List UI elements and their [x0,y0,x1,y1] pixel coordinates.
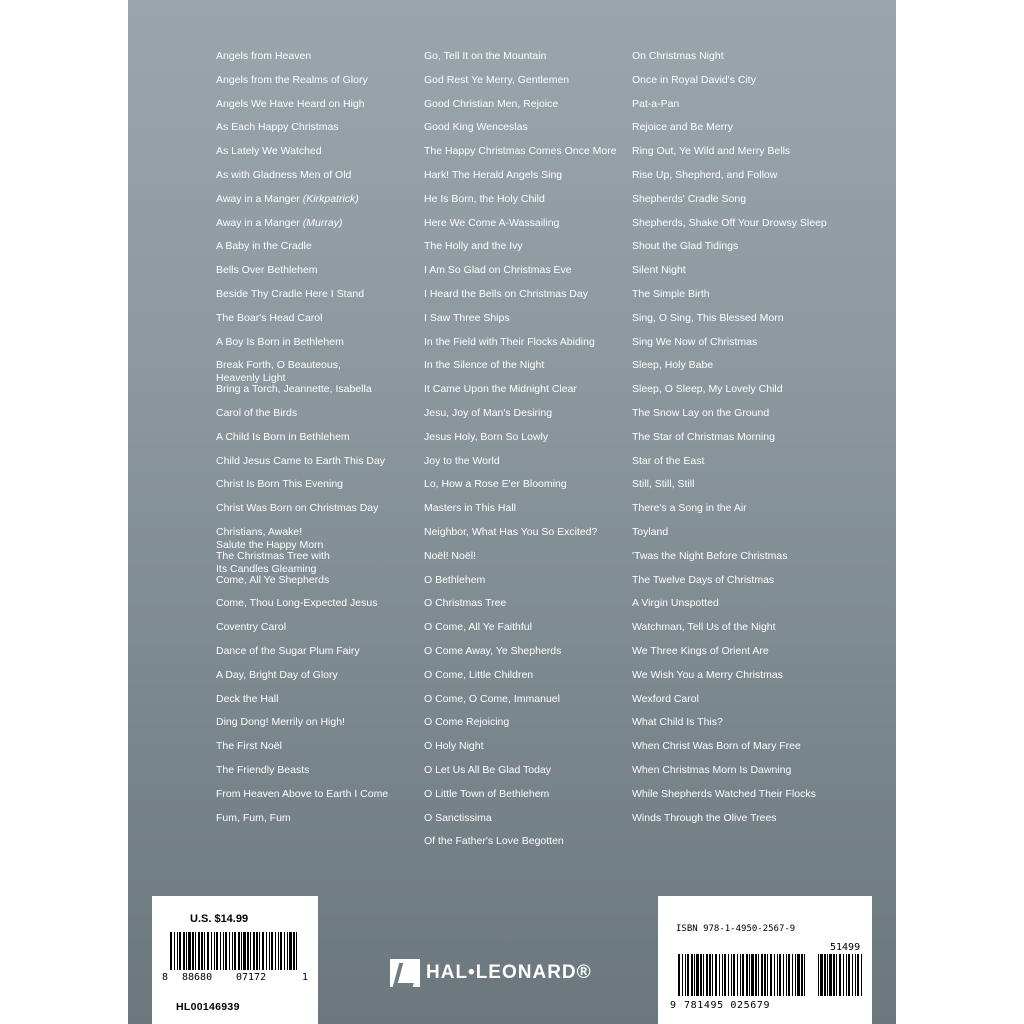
song-title [216,240,312,253]
song-title-text: Child Jesus Came to Earth This Day [216,454,386,467]
song-title-text: Deck the Hall [216,692,279,705]
song-arranger-note: (Kirkpatrick) [302,192,359,205]
song-title [632,359,713,372]
song-title [216,526,323,552]
song-title [632,621,776,634]
song-title-text: Noël! Noël! [424,549,476,562]
song-title-text: Christ Was Born on Christmas Day [216,502,379,515]
song-title [424,431,548,444]
song-title-text: We Three Kings of Orient Are [632,645,769,657]
song-title-text: From Heaven Above to Earth I Come [216,787,389,800]
song-title [216,431,350,444]
song-title-text: Shepherds, Shake Off Your Drowsy Sleep [632,216,827,229]
song-title [216,74,368,87]
song-title [632,764,791,777]
song-title-line2: Its Candles Gleaming [216,562,317,575]
song-title-text: O Come Away, Ye Shepherds [424,645,562,657]
song-title-text: Sleep, O Sleep, My Lovely Child [632,383,783,396]
song-title-text: Sing, O Sing, This Blessed Morn [632,311,784,324]
hal-leonard-logo [390,958,622,988]
song-title-text: 'Twas the Night Before Christmas [632,549,788,562]
upc-digits-group-1: 88680 [182,972,213,983]
song-title-text: Silent Night [632,264,686,277]
song-title [632,597,719,610]
song-title-text: O Come Rejoicing [424,716,510,729]
song-title [424,74,569,87]
song-title-text: Rejoice and Be Merry [632,121,733,134]
song-title [632,74,756,87]
song-title-text: When Christmas Morn Is Dawning [632,764,792,776]
song-title [216,193,359,206]
song-title-text: In the Field with Their Flocks Abiding [424,335,595,348]
song-title-text: Fum, Fum, Fum [216,811,291,824]
song-title [424,169,562,182]
song-title-text: When Christ Was Born of Mary Free [632,740,801,753]
song-title [424,288,588,301]
song-title-text: Sleep, Holy Babe [632,359,714,372]
upc-barcode [170,932,298,970]
song-title-text: O Bethlehem [424,573,486,586]
song-title [632,526,668,539]
song-title [216,764,309,777]
publisher-name: HAL•LEONARD® [426,962,592,983]
song-title-text: What Child Is This? [632,716,723,729]
song-title [632,336,757,349]
song-title-text: Wexford Carol [632,692,699,705]
song-title [216,455,385,468]
song-title [216,550,330,576]
song-title [424,597,506,610]
song-title [424,264,572,277]
song-title [216,121,339,134]
song-title-text: Bring a Torch, Jeannette, Isabella [216,383,372,396]
song-title [216,145,322,158]
song-title [424,669,533,682]
song-title-text: Jesu, Joy of Man's Desiring [424,407,553,419]
song-title-text: He Is Born, the Holy Child [424,192,545,205]
song-title-text: I Saw Three Ships [424,311,510,324]
song-arranger-note: (Murray) [302,216,343,229]
product-code: HL00146939 [176,1001,240,1013]
song-title-text: Carol of the Birds [216,407,298,419]
song-title-text: Masters in This Hall [424,502,516,515]
song-title [216,50,311,63]
song-title [424,835,564,848]
song-title [632,669,783,682]
addon-barcode [818,954,864,996]
upc-digits-group-2: 07172 [236,972,267,983]
song-title [424,407,552,420]
song-title [632,169,777,182]
song-title [424,455,500,468]
song-title [632,693,699,706]
song-title [424,359,544,372]
song-title [424,526,597,539]
song-title [216,693,278,706]
song-title [424,478,567,491]
song-title [632,383,783,396]
song-title-text: O Come, All Ye Faithful [424,621,532,634]
song-title-text: Good King Wenceslas [424,121,528,134]
song-title [424,550,476,563]
song-title [632,740,801,753]
addon-digits: 51499 [830,942,861,953]
song-title [632,478,694,491]
song-title [216,383,372,396]
song-title [216,788,388,801]
song-title [632,240,738,253]
song-title [216,288,364,301]
song-title-text: The Happy Christmas Comes Once More [424,145,617,158]
upc-digit-check: 1 [302,972,309,983]
song-title [632,407,769,420]
song-title-text: Jesus Holy, Born So Lowly [424,430,549,443]
song-title [424,621,532,634]
song-title-text: A Virgin Unspotted [632,597,719,610]
song-title [216,645,360,658]
song-title [424,716,509,729]
isbn-barcode [678,954,806,996]
song-title [424,502,516,515]
song-title [216,812,291,825]
song-title-text: Angels We Have Heard on High [216,97,365,110]
upc-digit-lead: 8 [162,972,169,983]
song-title [216,502,378,515]
song-title-text: Neighbor, What Has You So Excited? [424,526,598,538]
song-title [216,98,365,111]
song-title [424,121,528,134]
song-title-text: Break Forth, O Beauteous, [216,359,341,372]
song-title-text: Joy to the World [424,454,500,467]
song-title [424,336,595,349]
song-title-text: Christians, Awake! [216,526,303,538]
song-title-text: O Come, Little Children [424,668,534,681]
song-title [632,145,790,158]
song-title [216,407,297,420]
isbn-text: ISBN 978-1-4950-2567-9 [676,924,796,934]
song-title [424,193,545,206]
song-title-text: As Each Happy Christmas [216,121,339,134]
song-title [424,645,561,658]
song-title-text: Watchman, Tell Us of the Night [632,621,776,634]
song-title-text: Here We Come A-Wassailing [424,216,560,229]
song-title [632,193,746,206]
song-title [632,121,733,134]
song-title [216,716,345,729]
song-title [632,645,769,658]
song-title-text: Star of the East [632,454,705,467]
barcode-gap [297,932,299,970]
song-title-text: Hark! The Herald Angels Sing [424,169,563,181]
barcode-gap [862,954,864,996]
song-title [632,217,827,230]
song-title [632,574,774,587]
song-title [216,312,322,325]
song-title-text: Away in a Manger [216,192,303,205]
song-title [632,812,777,825]
song-title-text: We Wish You a Merry Christmas [632,668,783,681]
song-title-text: The Boar's Head Carol [216,311,323,324]
song-title [424,312,510,325]
song-title [216,169,351,182]
song-title [632,502,747,515]
song-title [424,693,560,706]
song-title-text: Come, All Ye Shepherds [216,573,330,586]
song-title-text: As Lately We Watched [216,145,322,158]
song-title-text: O Come, O Come, Immanuel [424,692,560,705]
song-title [424,740,484,753]
song-title [424,98,558,111]
song-title-text: Of the Father's Love Begotten [424,835,564,848]
song-title-text: There's a Song in the Air [632,502,747,515]
song-title-text: It Came Upon the Midnight Clear [424,383,577,396]
song-title-text: Angels from Heaven [216,50,312,62]
song-title [424,217,559,230]
song-title [632,431,775,444]
song-title-text: I Am So Glad on Christmas Eve [424,264,572,277]
song-title [632,98,679,111]
song-title [632,264,686,277]
song-title-text: Christ Is Born This Evening [216,478,344,491]
price-barcode-label [152,896,318,1024]
song-title [632,288,710,301]
song-title [424,812,492,825]
song-title-text: God Rest Ye Merry, Gentlemen [424,73,570,86]
isbn-barcode-label [658,896,872,1024]
song-title [632,716,723,729]
song-title [216,217,342,230]
song-title [424,383,577,396]
song-title-text: The Holly and the Ivy [424,240,523,253]
song-title-text: The Star of Christmas Morning [632,430,775,443]
song-title [424,240,523,253]
song-title-text: Sing We Now of Christmas [632,335,758,348]
song-title [632,550,787,563]
song-title-text: The Snow Lay on the Ground [632,407,770,419]
song-title-text: Winds Through the Olive Trees [632,811,777,824]
song-title-text: Rise Up, Shepherd, and Follow [632,169,778,181]
song-title-text: Once in Royal David's City [632,73,756,86]
song-title-text: The Friendly Beasts [216,764,310,776]
song-title [216,574,329,587]
song-title [216,359,341,385]
song-title-text: Toyland [632,526,669,538]
song-title-text: A Child Is Born in Bethlehem [216,430,350,443]
song-title-text: I Heard the Bells on Christmas Day [424,288,588,300]
song-title-text: Beside Thy Cradle Here I Stand [216,288,365,300]
song-title [632,788,816,801]
song-title-text: O Little Town of Bethlehem [424,787,550,800]
song-title [216,597,377,610]
song-title-text: Dance of the Sugar Plum Fairy [216,645,360,657]
song-title [216,264,318,277]
song-title [424,788,549,801]
song-title [424,574,485,587]
song-title-text: Still, Still, Still [632,478,695,491]
song-title-text: On Christmas Night [632,50,724,62]
song-title [632,455,704,468]
song-title-text: Angels from the Realms of Glory [216,73,368,86]
song-title-text: O Sanctissima [424,811,492,824]
song-title [216,621,286,634]
isbn-digits-main: 781495 025679 [684,1000,771,1011]
song-title-text: Away in a Manger [216,216,303,229]
hal-leonard-mark-icon [390,959,420,987]
isbn-digit-lead: 9 [670,1000,677,1011]
song-title [424,145,617,158]
song-title-text: Pat-a-Pan [632,97,680,110]
song-title-text: The Simple Birth [632,288,710,300]
song-title-text: The Christmas Tree with [216,549,330,562]
song-title-text: Shepherds' Cradle Song [632,192,747,205]
song-title-text: Come, Thou Long-Expected Jesus [216,597,378,610]
song-title-text: Good Christian Men, Rejoice [424,97,559,110]
song-title [424,50,546,63]
song-title-text: Coventry Carol [216,621,287,634]
song-title-text: As with Gladness Men of Old [216,169,352,181]
song-title [216,336,344,349]
price-text: U.S. $14.99 [190,913,249,925]
barcode-gap [805,954,807,996]
song-title-text: Ding Dong! Merrily on High! [216,716,345,729]
song-title-text: A Day, Bright Day of Glory [216,668,338,681]
song-title-text: O Let Us All Be Glad Today [424,764,552,776]
song-title-text: Bells Over Bethlehem [216,264,318,277]
song-title-text: O Holy Night [424,740,484,753]
song-title-text: Ring Out, Ye Wild and Merry Bells [632,145,791,158]
song-title-text: The Twelve Days of Christmas [632,573,775,586]
song-title-text: While Shepherds Watched Their Flocks [632,787,816,800]
song-title-text: The First Noël [216,740,282,753]
song-title-text: A Baby in the Cradle [216,240,312,253]
song-title [632,312,784,325]
song-title [216,478,343,491]
song-title-text: A Boy Is Born in Bethlehem [216,335,344,348]
song-title-line2: Heavenly Light [216,372,286,385]
song-title-text: Lo, How a Rose E'er Blooming [424,478,567,491]
song-title-text: In the Silence of the Night [424,359,545,372]
song-title-text: O Christmas Tree [424,597,507,610]
song-title [216,669,338,682]
song-title-text: Go, Tell It on the Mountain [424,50,547,62]
song-title-text: Shout the Glad Tidings [632,240,739,253]
song-title [216,740,282,753]
song-title-line2: Salute the Happy Morn [216,539,324,551]
song-title [632,50,724,63]
song-title [424,764,551,777]
